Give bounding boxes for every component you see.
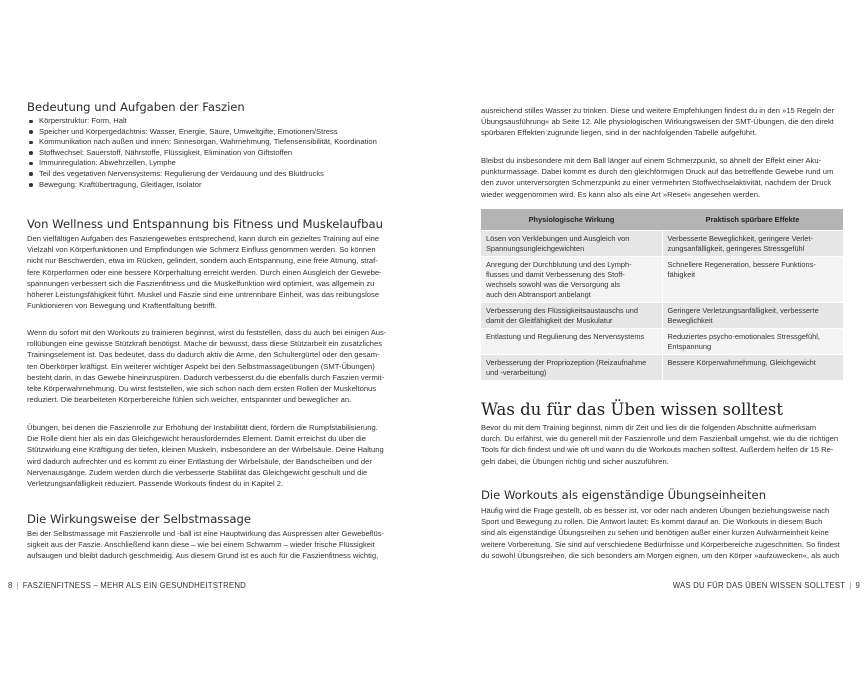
paragraph-wellness xyxy=(27,233,389,311)
text-line: besteht darin, in das Gewebe hineinzuspüren. Dadurch verbesserst du die ebenfalls durch Faszien vermit- xyxy=(27,372,385,382)
bullet-item: Stoffwechsel: Sauerstoff, Nährstoffe, Flüssigkeit, Elimination von Giftstoffen xyxy=(27,148,389,159)
text-line: Stützwirkung eine Kräftigung der tiefen, kleinen Muskeln, insbesondere an der Wirbelsäule. Deine Haltung xyxy=(27,445,384,455)
cell-wirkung xyxy=(481,257,662,303)
table-header-effekte: Praktisch spürbare Effekte xyxy=(662,209,843,231)
paragraph-wasser xyxy=(481,105,843,139)
text-line: ausreichend stilles Wasser zu trinken. Diese und weitere Empfehlungen findest du in den »15 Regeln der xyxy=(481,106,835,115)
cell-wirkung xyxy=(481,355,662,381)
text-line: rollübungen eine gewisse Stützkraft benötigst. Mache dir bewusst, dass diese Stützarbeit ein zusätzliches xyxy=(27,339,382,349)
text-line: Bevor du mit dem Training beginnst, nimm dir Zeit und lies dir die folgenden Abschnitte aufmerksam xyxy=(481,423,817,432)
text-line: Den vielfältigen Aufgaben des Fasziengewebes entsprechend, kann durch ein gezieltes Training auf eine xyxy=(27,234,380,243)
heading-wirkungsweise: Die Wirkungsweise der Selbstmassage xyxy=(27,512,251,526)
text-line: sind als eigenständige Übungsreihen zu sehen und benötigen außer einer kurzen Aufwärmeinheit keine xyxy=(481,528,829,538)
text-line: Bei der Selbstmassage mit Faszienrolle und -ball ist eine Hauptwirkung das Auspressen alter Gewebeflüs- xyxy=(27,529,385,538)
cell-effekt xyxy=(662,329,843,355)
text-line: weitere Vorbereitung. Sie sind auf verschiedene Bedürfnisse und Körperbereiche zugeschnitten. So findest xyxy=(481,539,840,549)
cell-line: Beweglichkeit xyxy=(667,316,713,325)
text-line: wird dadurch aufrechter und es kommt zu einer Entlastung der Wirbelsäule, der Bandscheiben und der xyxy=(27,456,372,466)
cell-line: auch den Abtransport anbelangt xyxy=(486,290,591,299)
cell-line: Entspannung xyxy=(667,342,712,351)
paragraph-vorbereitung xyxy=(481,422,843,467)
heading-faszien: Bedeutung und Aufgaben der Faszien xyxy=(27,100,245,114)
heading-workouts: Die Workouts als eigenständige Übungseinheiten xyxy=(481,488,767,502)
heading-ueben: Was du für das Üben wissen solltest xyxy=(481,400,784,419)
text-line: Nervenausgänge. Zudem werden durch die verbesserte Stabilität das Gleichgewicht geschult und die xyxy=(27,467,368,477)
text-line: Übungen, bei denen die Faszienrolle zur Erhöhung der Instabilität dient, fördern die Rumpfstabilisierung. xyxy=(27,423,378,432)
effects-table xyxy=(481,209,843,380)
paragraph-akupunktur xyxy=(481,155,843,200)
page-number-left: 8 xyxy=(8,581,13,590)
running-title-right: WAS DU FÜR DAS ÜBEN WISSEN SOLLTEST xyxy=(672,581,846,590)
text-line: punkturmassage. Dabei kommt es durch den gleichförmigen Druck auf das betreffende Gewebe rund um xyxy=(481,167,834,177)
left-footer: 8 | FASZIENFITNESS – MEHR ALS EIN GESUNDHEITSTREND xyxy=(8,581,246,590)
text-line: sigkeit aus der Faszie. Anschließend kann diese – wie bei einem Schwamm – wieder frische Flüssigkeit xyxy=(27,540,375,550)
text-line: Vielzahl von Körperfunktionen und Empfindungen wie Schmerz Einfluss genommen werden. So können xyxy=(27,245,376,255)
text-line: ten Oberkörper kräftigst. Ein weiterer wichtiger Aspekt bei den Selbstmassageübungen (SMT-Übungen) xyxy=(27,361,375,371)
table-row xyxy=(481,303,843,329)
paragraph-stuetzkraft xyxy=(27,327,389,405)
text-line: Funktionieren von Bewegung und Kraftentfaltung betrifft. xyxy=(27,301,217,311)
cell-wirkung xyxy=(481,329,662,355)
text-line: Die Rolle dient hier als ein das Gleichgewicht herausforderndes Element. Damit erreichst du über die xyxy=(27,434,366,444)
bullet-item: Speicher und Körpergedächtnis: Wasser, Energie, Säure, Umweltgifte, Emotionen/Stress xyxy=(27,127,389,138)
text-line: Trainingselement ist. Das bedeutet, dass du dadurch aktiv die Arme, den Schultergürtel oder den gesam- xyxy=(27,350,380,360)
text-line: wieder weggenommen wird. Es kann also als eine Art »Reset« angesehen werden. xyxy=(481,189,761,199)
paragraph-instabilitaet xyxy=(27,422,389,489)
cell-line: Entlastung und Regulierung des Nervensystems xyxy=(486,332,645,341)
page-number-right: 9 xyxy=(855,581,860,590)
table-row xyxy=(481,257,843,303)
cell-effekt xyxy=(662,231,843,257)
text-line: höherer Leistungsfähigkeit führt. Muskel und Faszie sind eine untrennbare Einheit, was das reibungslose xyxy=(27,290,380,300)
text-line: Wenn du sofort mit den Workouts zu trainieren beginnst, wirst du feststellen, dass du auch bei einigen Aus- xyxy=(27,328,387,337)
bullet-item: Immunregulation: Abwehrzellen, Lymphe xyxy=(27,158,389,169)
text-line: geln dabei, die Übungen richtig und sicher auszuführen. xyxy=(481,456,669,466)
text-line: telte Körperwahrnehmung. Du wirst feststellen, wie sich schon nach dem ersten Rollen der Muskeltonus xyxy=(27,384,377,394)
text-line: Übungsausführung« ab Seite 12. Alle physiologischen Wirkungsweisen der SMT-Übungen, die den direkt xyxy=(481,117,834,127)
faszien-bullet-list xyxy=(27,116,389,190)
paragraph-selbstmassage xyxy=(27,528,389,562)
cell-line: Reduziertes psycho-emotionales Stressgefühl, xyxy=(667,332,820,341)
text-line: nicht nur Beschwerden, etwa im Rücken, gelindert, sondern auch Entspannung, eine freie Atmung, straf- xyxy=(27,256,378,266)
paragraph-workouts xyxy=(481,505,843,561)
cell-line: wechsels sowohl was die Versorgung als xyxy=(486,280,620,289)
cell-line: damit der Gleitfähigkeit der Muskulatur xyxy=(486,316,613,325)
text-line: du sowohl Übungsreihen, die sich besonders am Morgen eignen, um den Körper »aufzuwecken«, als auch xyxy=(481,550,840,560)
effects-table-body xyxy=(481,231,843,381)
cell-line: Verbesserung des Flüssigkeitsaustauschs und xyxy=(486,306,639,315)
table-row xyxy=(481,329,843,355)
cell-wirkung xyxy=(481,231,662,257)
cell-effekt xyxy=(662,257,843,303)
text-line: fere Körperformen oder eine bessere Körperhaltung erreicht werden. Durch einen Ausgleich der Gewebe- xyxy=(27,267,382,277)
text-line: Sport und Bewegung zu rollen. Die Antwort lautet: Es kommt darauf an. Die Workouts in diesem Buch xyxy=(481,517,823,527)
cell-line: und -verarbeitung) xyxy=(486,368,547,377)
cell-wirkung xyxy=(481,303,662,329)
bullet-item: Teil des vegetativen Nervensystems: Regulierung der Verdauung und des Blutdrucks xyxy=(27,169,389,180)
heading-wellness: Von Wellness und Entspannung bis Fitness und Muskelaufbau xyxy=(27,217,383,231)
cell-line: flusses und damit Verbesserung des Stoff- xyxy=(486,270,625,279)
right-footer: WAS DU FÜR DAS ÜBEN WISSEN SOLLTEST | 9 xyxy=(672,581,860,590)
text-line: Tools für dich findest und wie oft und wann du die Workouts machen solltest. Außerdem helfen dir 15 Re- xyxy=(481,445,834,455)
text-line: Bleibst du insbesondere mit dem Ball länger auf einem Schmerzpunkt, so ähnelt der Effekt einer Aku- xyxy=(481,156,822,165)
text-line: durch. Du erfährst, wie du generell mit der Faszienrolle und dem Faszienball umgehst, wie du die richtigen xyxy=(481,434,839,444)
bullet-item: Kommunikation nach außen und innen: Sinnesorgan, Wahrnehmung, Tiefensensibilität, Koordination xyxy=(27,137,389,148)
bullet-item: Körperstruktur: Form, Halt xyxy=(27,116,389,127)
cell-effekt xyxy=(662,303,843,329)
table-row xyxy=(481,355,843,381)
text-line: reduziert. Die bearbeiteten Körperbereiche fühlen sich weicher, entspannter und beweglicher an. xyxy=(27,395,352,405)
cell-line: Spannungsungleichgewichten xyxy=(486,244,585,253)
cell-line: Schnellere Regeneration, bessere Funktions- xyxy=(667,260,816,269)
cell-line: Verbesserte Beweglichkeit, geringere Verlet- xyxy=(667,234,813,243)
cell-line: Bessere Körperwahrnehmung, Gleichgewicht xyxy=(667,358,816,367)
text-line: spannungen verbessert sich die Faszienfitness und die Muskelfunktion wird optimiert, was allgemein zu xyxy=(27,278,375,288)
text-line: Verletzungsanfälligkeit reduziert. Passende Workouts findest du in Kapitel 2. xyxy=(27,479,284,489)
cell-line: Geringere Verletzungsanfälligkeit, verbesserte xyxy=(667,306,819,315)
cell-effekt xyxy=(662,355,843,381)
cell-line: Lösen von Verklebungen und Ausgleich von xyxy=(486,234,630,243)
cell-line: Verbesserung der Propriozeption (Reizaufnahme xyxy=(486,358,647,367)
text-line: aufsaugen und bleibt dadurch geschmeidig. Aus diesem Grund ist es auch für die Faszienfitness wichtig, xyxy=(27,551,379,561)
table-row xyxy=(481,231,843,257)
text-line: spürbaren Effekten zugrunde liegen, sind in der nachfolgenden Tabelle aufgeführt. xyxy=(481,128,757,138)
cell-line: zungsanfälligkeit, geringeres Stressgefühl xyxy=(667,244,805,253)
running-title-left: FASZIENFITNESS – MEHR ALS EIN GESUNDHEITSTREND xyxy=(22,581,246,590)
cell-line: Anregung der Durchblutung und des Lymph- xyxy=(486,260,632,269)
text-line: Häufig wird die Frage gestellt, ob es besser ist, vor oder nach anderen Übungen beziehungsweise nach xyxy=(481,506,830,515)
cell-line: fähigkeit xyxy=(667,270,696,279)
bullet-item: Bewegung: Kraftübertragung, Gleitlager, Isolator xyxy=(27,180,389,191)
table-header-wirkung: Physiologische Wirkung xyxy=(481,209,662,231)
text-line: den zuvor unterversorgten Schmerzpunkt zu einer vermehrten Stoffwechselaktivität, nachdem der Druck xyxy=(481,178,832,188)
